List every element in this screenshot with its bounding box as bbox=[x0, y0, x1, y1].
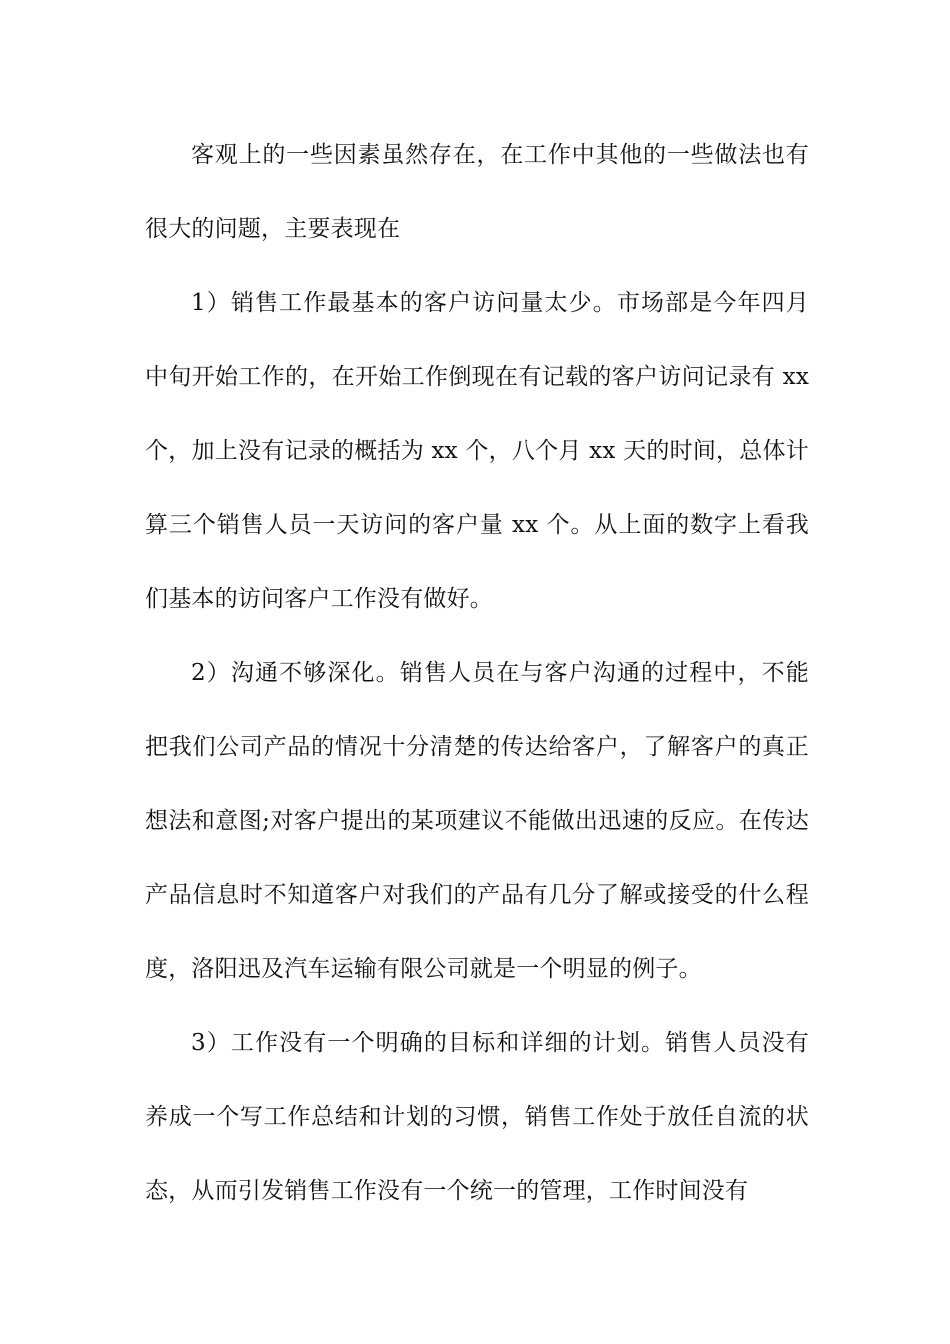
document-body bbox=[145, 118, 809, 1228]
paragraph-intro: 客观上的一些因素虽然存在，在工作中其他的一些做法也有很大的问题，主要表现在 bbox=[145, 142, 809, 242]
paragraph-item-3: 3）工作没有一个明确的目标和详细的计划。销售人员没有养成一个写工作总结和计划的习惯，销售工作处于放任自流的状态，从而引发销售工作没有一个统一的管理，工作时间没有 bbox=[145, 1030, 809, 1204]
paragraph-item-2: 2）沟通不够深化。销售人员在与客户沟通的过程中，不能把我们公司产品的情况十分清楚的传达给客户，了解客户的真正想法和意图;对客户提出的某项建议不能做出迅速的反应。在传达产品信息时不知道客户对我们的产品有几分了解或接受的什么程度，洛阳迅及汽车运输有限公司就是一个明显的例子。 bbox=[145, 660, 809, 982]
paragraph-item-1: 1）销售工作最基本的客户访问量太少。市场部是今年四月中旬开始工作的，在开始工作倒现在有记载的客户访问记录有 xx 个，加上没有记录的概括为 xx 个，八个月 xx 天的时间，总体计算三个销售人员一天访问的客户量 xx 个。从上面的数字上看我们基本的访问客户工作没有做好。 bbox=[145, 290, 809, 612]
